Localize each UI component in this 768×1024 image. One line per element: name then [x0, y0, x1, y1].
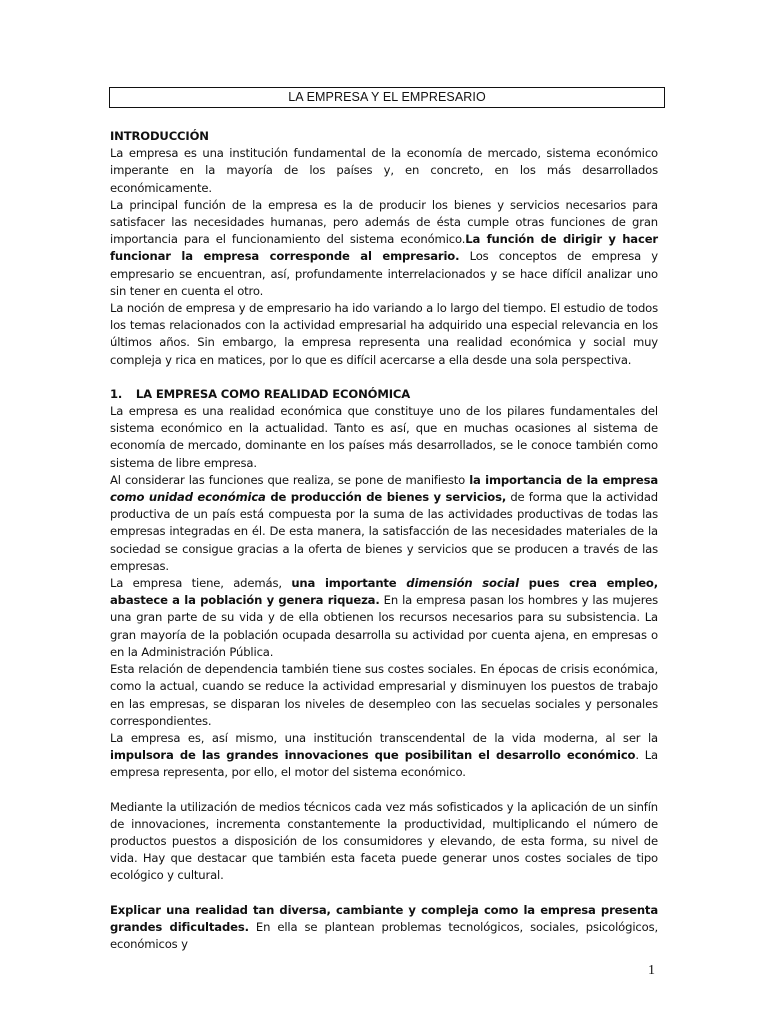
section-1-paragraph-3 — [110, 575, 658, 661]
section-title: LA EMPRESA COMO REALIDAD ECONÓMICA — [135, 386, 411, 401]
text-run: Al considerar las funciones que realiza, se pone de manifiesto — [110, 472, 470, 487]
intro-paragraph-2 — [110, 197, 658, 300]
section-1-paragraph-5 — [110, 730, 658, 782]
bold-text: Explicar una realidad tan diversa, cambiante y compleja como la empresa presenta grandes dificultades. — [110, 902, 658, 934]
bold-text: una importante — [291, 576, 407, 591]
bold-italic-text: como unidad económica — [110, 490, 266, 505]
bold-text: la importancia de la empresa — [469, 472, 658, 487]
text-run: de forma que la actividad productiva de un país está compuesta por la suma de las actividades productivas de todas las empresas integradas en él. De esta manera, la satisfacción de las necesidades materiales de la sociedad se consigue gracias a la oferta de bienes y servicios que se producen a través de las empresas. — [110, 490, 658, 573]
bold-text: La función de dirigir y hacer funcionar la empresa corresponde al empresario. — [110, 232, 658, 264]
bold-text: impulsora de las grandes innovaciones que posibilitan el desarrollo económico — [110, 748, 636, 763]
section-1-paragraph-6: Mediante la utilización de medios técnicos cada vez más sofisticados y la aplicación de un sinfín de innovaciones, incrementa constantemente la productividad, multiplicando el número de productos puestos a disposición de los consumidores y elevando, de esta forma, su nivel de vida. Hay que destacar que también esta faceta puede generar unos costes sociales de tipo ecológico y cultural. — [110, 799, 658, 883]
intro-paragraph-3: La noción de empresa y de empresario ha ido variando a lo largo del tiempo. El estudio de todos los temas relacionados con la actividad empresarial ha adquirido una especial relevancia en los últimos años. Sin embargo, la empresa representa una realidad económica y social muy compleja y rica en matices, por lo que es difícil acercarse a ella desde una sola perspectiva. — [110, 301, 658, 367]
section-1-paragraph-7 — [110, 902, 658, 954]
section-1-heading — [110, 386, 658, 403]
bold-italic-text: dimensión social — [406, 576, 519, 591]
document-body — [110, 128, 658, 953]
section-number: 1. — [110, 386, 123, 401]
text-run: En ella se plantean problemas tecnológicos, sociales, psicológicos, económicos y — [110, 919, 658, 951]
intro-paragraph-1: La empresa es una institución fundamental de la economía de mercado, sistema económico imperante en la mayoría de los países y, en concreto, en los más desarrollados económicamente. — [110, 146, 658, 195]
section-1-paragraph-2 — [110, 472, 658, 575]
text-run: En la empresa pasan los hombres y las mujeres una gran parte de su vida y de ella obtienen los recursos necesarios para su subsistencia. La gran mayoría de la población ocupada desarrolla su actividad por cuenta ajena, en empresas o en la Administración Pública. — [110, 593, 658, 659]
text-run: Los conceptos de empresa y empresario se encuentran, así, profundamente interrelacionados y se hace difícil analizar uno sin tener en cuenta el otro. — [110, 249, 659, 298]
bold-text: de producción de bienes y servicios, — [265, 490, 507, 505]
bold-text: pues crea empleo, abastece a la población y genera riqueza. — [110, 576, 658, 608]
page-number: 1 — [648, 963, 655, 978]
section-1-paragraph-4: Esta relación de dependencia también tiene sus costes sociales. En épocas de crisis económica, como la actual, cuando se reduce la actividad empresarial y disminuyen los puestos de trabajo en las empresas, se disparan los niveles de desempleo con las secuelas sociales y personales correspondientes. — [110, 662, 658, 728]
text-run: La empresa es, así mismo, una institución transcendental de la vida moderna, al ser la — [110, 730, 658, 745]
section-1-paragraph-1: La empresa es una realidad económica que constituye uno de los pilares fundamentales del sistema económico en la actualidad. Tanto es así, que en muchas ocasiones al sistema de economía de mercado, dominante en los países más desarrollados, se le conoce también como sistema de libre empresa. — [110, 404, 658, 470]
intro-heading: INTRODUCCIÓN — [110, 129, 209, 143]
text-run: La principal función de la empresa es la de producir los bienes y servicios necesarios para satisfacer las necesidades humanas, pero además de ésta cumple otras funciones de gran importancia para el funcionamiento del sistema económico. — [110, 197, 658, 247]
document-title: LA EMPRESA Y EL EMPRESARIO — [109, 87, 665, 108]
text-run: La empresa tiene, además, — [110, 576, 292, 591]
text-run: . La empresa representa, por ello, el motor del sistema económico. — [110, 748, 658, 780]
